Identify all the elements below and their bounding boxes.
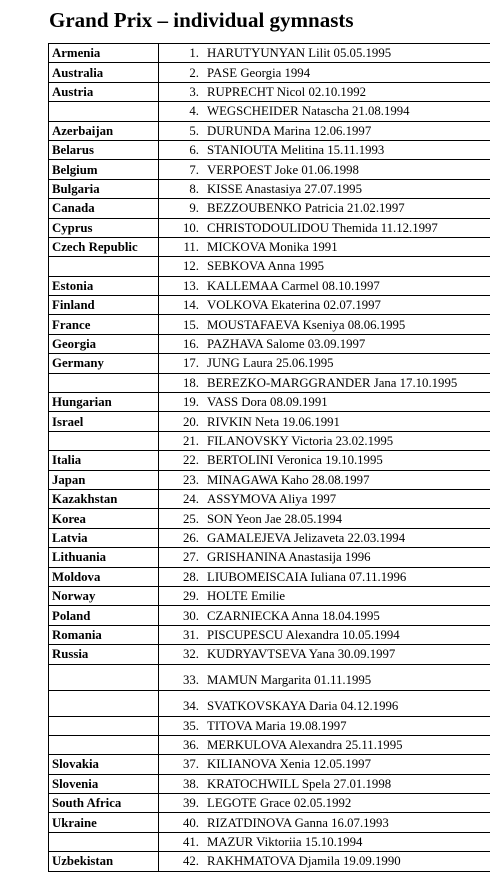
gymnast-cell: [159, 315, 490, 334]
country-cell: [49, 431, 159, 450]
table-row: [49, 121, 490, 140]
gymnast-entry: JUNG Laura 25.06.1995: [207, 356, 334, 370]
table-row: [49, 774, 490, 793]
gymnasts-table: [48, 43, 490, 872]
gymnast-entry: PASE Georgia 1994: [207, 66, 310, 80]
gymnast-cell: [159, 813, 490, 832]
gymnast-cell: [159, 199, 490, 218]
entry-number: 36.: [159, 736, 199, 754]
gymnast-entry: MICKOVA Monika 1991: [207, 240, 338, 254]
country-cell: Estonia: [49, 276, 159, 295]
entry-number: 27.: [159, 548, 199, 566]
country-cell: Belarus: [49, 140, 159, 159]
gymnast-entry: ASSYMOVA Aliya 1997: [207, 492, 336, 506]
gymnast-entry: MAZUR Viktoriia 15.10.1994: [207, 835, 362, 849]
gymnast-entry: SVATKOVSKAYA Daria 04.12.1996: [207, 699, 398, 713]
gymnast-entry: KILIANOVA Xenia 12.05.1997: [207, 757, 371, 771]
country-cell: Austria: [49, 82, 159, 101]
gymnast-entry: VERPOEST Joke 01.06.1998: [207, 163, 359, 177]
gymnast-entry: KALLEMAA Carmel 08.10.1997: [207, 279, 380, 293]
entry-number: 15.: [159, 316, 199, 334]
country-cell: France: [49, 315, 159, 334]
entry-number: 4.: [159, 102, 199, 120]
gymnast-cell: [159, 735, 490, 754]
gymnast-entry: VOLKOVA Ekaterina 02.07.1997: [207, 298, 381, 312]
country-cell: Armenia: [49, 44, 159, 63]
table-row: [49, 237, 490, 256]
country-cell: Czech Republic: [49, 237, 159, 256]
table-row: [49, 625, 490, 644]
gymnast-entry: RIVKIN Neta 19.06.1991: [207, 415, 340, 429]
entry-number: 14.: [159, 296, 199, 314]
table-row: [49, 431, 490, 450]
entry-number: 12.: [159, 257, 199, 275]
country-cell: Slovakia: [49, 755, 159, 774]
entry-number: 7.: [159, 161, 199, 179]
table-row: [49, 140, 490, 159]
gymnast-cell: [159, 528, 490, 547]
gymnast-entry: SON Yeon Jae 28.05.1994: [207, 512, 342, 526]
gymnast-cell: [159, 373, 490, 392]
gymnast-cell: [159, 334, 490, 353]
gymnast-cell: [159, 664, 490, 690]
gymnast-cell: [159, 832, 490, 851]
country-cell: Japan: [49, 470, 159, 489]
country-cell: Norway: [49, 586, 159, 605]
entry-number: 39.: [159, 794, 199, 812]
table-row: [49, 567, 490, 586]
gymnast-entry: MERKULOVA Alexandra 25.11.1995: [207, 738, 403, 752]
entry-number: 35.: [159, 717, 199, 735]
gymnast-cell: [159, 257, 490, 276]
entry-number: 21.: [159, 432, 199, 450]
gymnast-cell: [159, 690, 490, 716]
table-row: [49, 664, 490, 690]
gymnast-entry: BEREZKO-MARGGRANDER Jana 17.10.1995: [207, 376, 457, 390]
country-cell: Hungarian: [49, 393, 159, 412]
gymnast-cell: [159, 586, 490, 605]
gymnast-cell: [159, 82, 490, 101]
gymnast-entry: MINAGAWA Kaho 28.08.1997: [207, 473, 369, 487]
country-cell: Georgia: [49, 334, 159, 353]
gymnast-cell: [159, 44, 490, 63]
gymnast-entry: FILANOVSKY Victoria 23.02.1995: [207, 434, 393, 448]
gymnast-entry: CHRISTODOULIDOU Themida 11.12.1997: [207, 221, 438, 235]
entry-number: 19.: [159, 393, 199, 411]
table-row: [49, 548, 490, 567]
country-cell: [49, 664, 159, 690]
table-row: [49, 63, 490, 82]
entry-number: 10.: [159, 219, 199, 237]
country-cell: Ukraine: [49, 813, 159, 832]
gymnast-cell: [159, 794, 490, 813]
entry-number: 25.: [159, 510, 199, 528]
entry-number: 5.: [159, 122, 199, 140]
entry-number: 40.: [159, 814, 199, 832]
table-row: [49, 218, 490, 237]
entry-number: 23.: [159, 471, 199, 489]
table-row: [49, 257, 490, 276]
gymnast-entry: TITOVA Maria 19.08.1997: [207, 719, 347, 733]
country-cell: Israel: [49, 412, 159, 431]
table-row: [49, 645, 490, 664]
country-cell: Lithuania: [49, 548, 159, 567]
gymnast-cell: [159, 774, 490, 793]
gymnast-cell: [159, 451, 490, 470]
country-cell: South Africa: [49, 794, 159, 813]
country-cell: [49, 690, 159, 716]
country-cell: Bulgaria: [49, 179, 159, 198]
country-cell: Belgium: [49, 160, 159, 179]
table-row: [49, 489, 490, 508]
gymnast-cell: [159, 431, 490, 450]
gymnast-entry: RIZATDINOVA Ganna 16.07.1993: [207, 816, 389, 830]
gymnast-cell: [159, 102, 490, 121]
gymnast-cell: [159, 548, 490, 567]
entry-number: 6.: [159, 141, 199, 159]
country-cell: [49, 257, 159, 276]
gymnast-entry: KRATOCHWILL Spela 27.01.1998: [207, 777, 391, 791]
entry-number: 29.: [159, 587, 199, 605]
gymnast-entry: SEBKOVA Anna 1995: [207, 259, 324, 273]
country-cell: Finland: [49, 296, 159, 315]
gymnast-entry: MOUSTAFAEVA Kseniya 08.06.1995: [207, 318, 405, 332]
table-row: [49, 199, 490, 218]
gymnast-entry: PAZHAVA Salome 03.09.1997: [207, 337, 365, 351]
country-cell: [49, 832, 159, 851]
entry-number: 37.: [159, 755, 199, 773]
gymnast-cell: [159, 470, 490, 489]
table-row: [49, 755, 490, 774]
entry-number: 33.: [159, 671, 199, 689]
gymnast-entry: GAMALEJEVA Jelizaveta 22.03.1994: [207, 531, 405, 545]
table-row: [49, 102, 490, 121]
gymnast-cell: [159, 354, 490, 373]
gymnast-cell: [159, 509, 490, 528]
country-cell: [49, 735, 159, 754]
gymnast-cell: [159, 63, 490, 82]
table-row: [49, 334, 490, 353]
entry-number: 3.: [159, 83, 199, 101]
entry-number: 34.: [159, 697, 199, 715]
gymnast-entry: GRISHANINA Anastasija 1996: [207, 550, 371, 564]
country-cell: Romania: [49, 625, 159, 644]
gymnast-cell: [159, 489, 490, 508]
table-row: [49, 276, 490, 295]
entry-number: 1.: [159, 44, 199, 62]
gymnast-entry: HARUTYUNYAN Lilit 05.05.1995: [207, 46, 391, 60]
gymnast-cell: [159, 276, 490, 295]
entry-number: 18.: [159, 374, 199, 392]
entry-number: 26.: [159, 529, 199, 547]
entry-number: 20.: [159, 413, 199, 431]
entry-number: 11.: [159, 238, 199, 256]
table-row: [49, 794, 490, 813]
gymnast-entry: CZARNIECKA Anna 18.04.1995: [207, 609, 380, 623]
table-row: [49, 179, 490, 198]
table-row: [49, 82, 490, 101]
entry-number: 31.: [159, 626, 199, 644]
country-cell: Korea: [49, 509, 159, 528]
gymnast-entry: RAKHMATOVA Djamila 19.09.1990: [207, 854, 401, 868]
table-row: [49, 528, 490, 547]
entry-number: 28.: [159, 568, 199, 586]
gymnast-cell: [159, 218, 490, 237]
gymnast-entry: BEZZOUBENKO Patricia 21.02.1997: [207, 201, 405, 215]
table-row: [49, 44, 490, 63]
gymnast-cell: [159, 755, 490, 774]
gymnast-cell: [159, 296, 490, 315]
country-cell: Latvia: [49, 528, 159, 547]
table-row: [49, 451, 490, 470]
gymnast-entry: LEGOTE Grace 02.05.1992: [207, 796, 351, 810]
country-cell: [49, 373, 159, 392]
entry-number: 41.: [159, 833, 199, 851]
country-cell: Slovenia: [49, 774, 159, 793]
table-row: [49, 509, 490, 528]
country-cell: Uzbekistan: [49, 852, 159, 871]
table-row: [49, 373, 490, 392]
gymnast-entry: MAMUN Margarita 01.11.1995: [207, 673, 371, 687]
country-cell: Kazakhstan: [49, 489, 159, 508]
gymnast-entry: LIUBOMEISCAIA Iuliana 07.11.1996: [207, 570, 406, 584]
gymnast-cell: [159, 237, 490, 256]
table-row: [49, 852, 490, 871]
country-cell: Azerbaijan: [49, 121, 159, 140]
country-cell: Cyprus: [49, 218, 159, 237]
table-row: [49, 735, 490, 754]
gymnast-cell: [159, 160, 490, 179]
entry-number: 16.: [159, 335, 199, 353]
country-cell: Italia: [49, 451, 159, 470]
country-cell: Moldova: [49, 567, 159, 586]
country-cell: Poland: [49, 606, 159, 625]
gymnast-cell: [159, 140, 490, 159]
entry-number: 8.: [159, 180, 199, 198]
gymnast-cell: [159, 179, 490, 198]
gymnast-cell: [159, 393, 490, 412]
country-cell: [49, 102, 159, 121]
table-row: [49, 160, 490, 179]
entry-number: 38.: [159, 775, 199, 793]
gymnast-cell: [159, 606, 490, 625]
gymnast-cell: [159, 625, 490, 644]
table-row: [49, 606, 490, 625]
entry-number: 2.: [159, 64, 199, 82]
gymnast-entry: HOLTE Emilie: [207, 589, 285, 603]
country-cell: Canada: [49, 199, 159, 218]
country-cell: [49, 716, 159, 735]
table-row: [49, 813, 490, 832]
gymnast-cell: [159, 852, 490, 871]
entry-number: 30.: [159, 607, 199, 625]
table-row: [49, 315, 490, 334]
gymnast-cell: [159, 567, 490, 586]
table-row: [49, 412, 490, 431]
country-cell: Germany: [49, 354, 159, 373]
page-title: Grand Prix – individual gymnasts: [49, 7, 354, 33]
gymnast-cell: [159, 121, 490, 140]
table-row: [49, 716, 490, 735]
gymnast-entry: WEGSCHEIDER Natascha 21.08.1994: [207, 104, 410, 118]
entry-number: 9.: [159, 199, 199, 217]
table-row: [49, 296, 490, 315]
gymnast-cell: [159, 412, 490, 431]
gymnast-entry: DURUNDA Marina 12.06.1997: [207, 124, 371, 138]
country-cell: Russia: [49, 645, 159, 664]
country-cell: Australia: [49, 63, 159, 82]
entry-number: 24.: [159, 490, 199, 508]
gymnast-cell: [159, 716, 490, 735]
table-row: [49, 470, 490, 489]
gymnast-entry: STANIOUTA Melitina 15.11.1993: [207, 143, 384, 157]
entry-number: 17.: [159, 354, 199, 372]
table-row: [49, 393, 490, 412]
gymnast-entry: VASS Dora 08.09.1991: [207, 395, 328, 409]
gymnast-cell: [159, 645, 490, 664]
table-row: [49, 690, 490, 716]
gymnast-entry: BERTOLINI Veronica 19.10.1995: [207, 453, 383, 467]
table-row: [49, 586, 490, 605]
entry-number: 22.: [159, 451, 199, 469]
gymnast-entry: PISCUPESCU Alexandra 10.05.1994: [207, 628, 400, 642]
gymnast-entry: RUPRECHT Nicol 02.10.1992: [207, 85, 366, 99]
gymnast-entry: KUDRYAVTSEVA Yana 30.09.1997: [207, 647, 395, 661]
entry-number: 32.: [159, 645, 199, 663]
entry-number: 13.: [159, 277, 199, 295]
gymnast-entry: KISSE Anastasiya 27.07.1995: [207, 182, 362, 196]
table-row: [49, 354, 490, 373]
entry-number: 42.: [159, 852, 199, 870]
table-row: [49, 832, 490, 851]
